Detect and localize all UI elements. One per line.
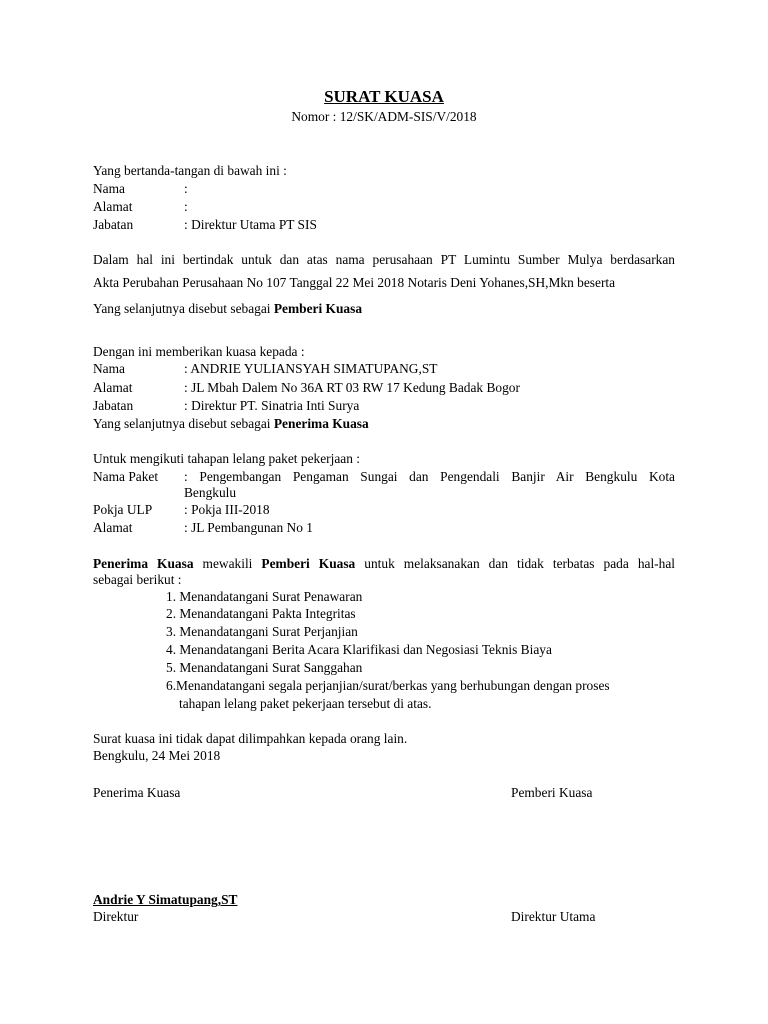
mewakili-penerima-bold: Penerima Kuasa bbox=[93, 556, 194, 571]
list-item: 3. Menandatangani Surat Perjanjian bbox=[166, 624, 358, 639]
list-item-continuation: tahapan lelang paket pekerjaan tersebut di atas. bbox=[179, 696, 432, 711]
penerima-signatory-name: Andrie Y Simatupang,ST bbox=[93, 892, 238, 907]
nama-paket-value-line-1: : Pengembangan Pengaman Sungai dan Pengendali Banjir Air Bengkulu Kota bbox=[184, 469, 675, 484]
mewakili-mid: mewakili bbox=[193, 556, 262, 571]
list-item: 6.Menandatangani segala perjanjian/surat/berkas yang berhubungan dengan proses bbox=[166, 678, 610, 693]
mewakili-rest: untuk melaksanakan dan tidak terbatas pada hal-hal bbox=[355, 556, 675, 571]
document-title: SURAT KUASA bbox=[324, 87, 444, 106]
penerima-nama-value: : ANDRIE YULIANSYAH SIMATUPANG,ST bbox=[184, 361, 438, 376]
pemberi-kuasa-bold: Pemberi Kuasa bbox=[273, 301, 363, 316]
list-item: 4. Menandatangani Berita Acara Klarifikasi dan Negosiasi Teknis Biaya bbox=[166, 642, 552, 657]
selanjutnya-pemberi bbox=[93, 301, 362, 317]
pemberi-kuasa-role: Pemberi Kuasa bbox=[511, 785, 593, 800]
pemberi-nama-value: : bbox=[184, 181, 188, 196]
list-item: 1. Menandatangani Surat Penawaran bbox=[166, 589, 363, 604]
penerima-signatory-title: Direktur bbox=[93, 909, 139, 924]
untuk-mengikuti-text: Untuk mengikuti tahapan lelang paket pekerjaan : bbox=[93, 451, 360, 466]
pemberi-jabatan-label: Jabatan bbox=[93, 217, 134, 232]
mewakili-line-1 bbox=[93, 556, 675, 572]
pemberi-alamat-value: : bbox=[184, 199, 188, 214]
penerima-alamat-label: Alamat bbox=[93, 380, 133, 395]
paket-alamat-label: Alamat bbox=[93, 520, 133, 535]
nama-paket-label: Nama Paket bbox=[93, 469, 159, 484]
pemberi-jabatan-value: : Direktur Utama PT SIS bbox=[184, 217, 317, 232]
penerima-kuasa-bold: Penerima Kuasa bbox=[273, 416, 369, 431]
dengan-ini-text: Dengan ini memberikan kuasa kepada : bbox=[93, 344, 305, 359]
penerima-nama-label: Nama bbox=[93, 361, 125, 376]
selanjutnya-penerima bbox=[93, 416, 369, 432]
pemberi-signatory-title: Direktur Utama bbox=[511, 909, 596, 924]
selanjutnya-penerima-prefix: Yang selanjutnya disebut sebagai bbox=[93, 416, 274, 431]
pemberi-nama-label: Nama bbox=[93, 181, 125, 196]
document-number: Nomor : 12/SK/ADM-SIS/V/2018 bbox=[291, 109, 477, 124]
pemberi-alamat-label: Alamat bbox=[93, 199, 133, 214]
mewakili-line-2: sebagai berikut : bbox=[93, 572, 182, 587]
selanjutnya-pemberi-prefix: Yang selanjutnya disebut sebagai bbox=[93, 301, 274, 316]
mewakili-pemberi-bold: Pemberi Kuasa bbox=[261, 556, 356, 571]
place-date: Bengkulu, 24 Mei 2018 bbox=[93, 748, 221, 763]
penerima-jabatan-label: Jabatan bbox=[93, 398, 134, 413]
nama-paket-value-line-2: Bengkulu bbox=[184, 485, 237, 500]
penerima-kuasa-role: Penerima Kuasa bbox=[93, 785, 181, 800]
pokja-label: Pokja ULP bbox=[93, 502, 153, 517]
list-item: 5. Menandatangani Surat Sanggahan bbox=[166, 660, 363, 675]
penerima-alamat-value: : JL Mbah Dalem No 36A RT 03 RW 17 Kedung Badak Bogor bbox=[184, 380, 520, 395]
penerima-jabatan-value: : Direktur PT. Sinatria Inti Surya bbox=[184, 398, 360, 413]
closing-text: Surat kuasa ini tidak dapat dilimpahkan kepada orang lain. bbox=[93, 731, 408, 746]
intro-text: Yang bertanda-tangan di bawah ini : bbox=[93, 163, 287, 178]
pokja-value: : Pokja III-2018 bbox=[184, 502, 270, 517]
dalam-hal-line-2: Akta Perubahan Perusahaan No 107 Tanggal 22 Mei 2018 Notaris Deni Yohanes,SH,Mkn beserta bbox=[93, 275, 616, 290]
list-item: 2. Menandatangani Pakta Integritas bbox=[166, 606, 356, 621]
dalam-hal-line-1: Dalam hal ini bertindak untuk dan atas nama perusahaan PT Lumintu Sumber Mulya berdasarkan bbox=[93, 252, 675, 267]
paket-alamat-value: : JL Pembangunan No 1 bbox=[184, 520, 313, 535]
